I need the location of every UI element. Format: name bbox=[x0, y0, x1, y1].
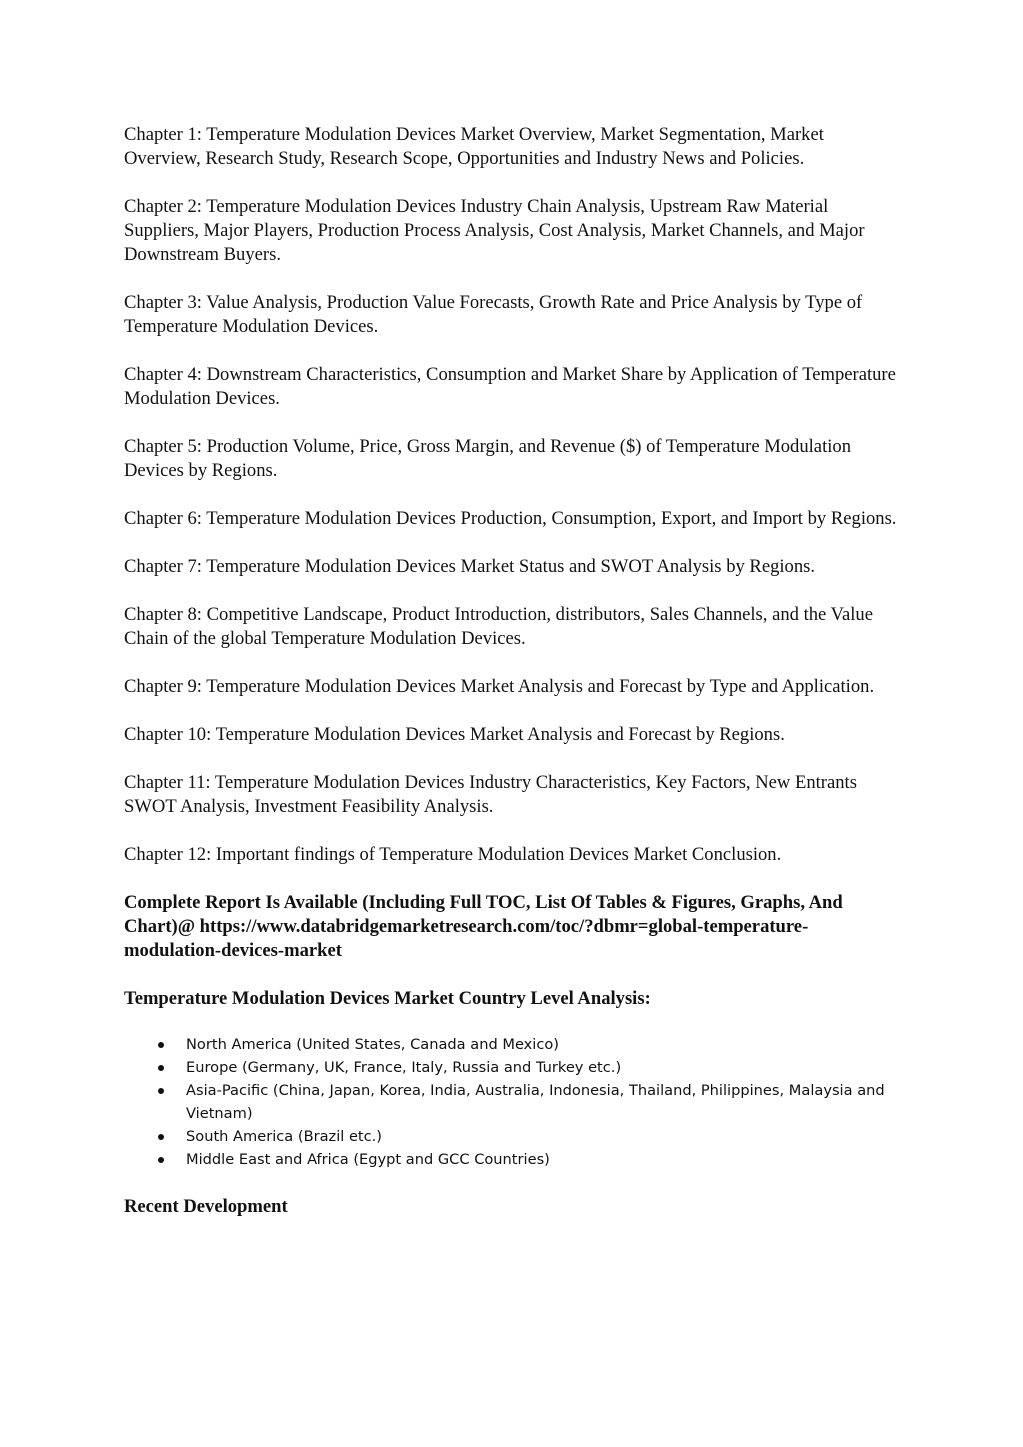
list-item bbox=[124, 1033, 904, 1056]
bullet-icon bbox=[158, 1157, 164, 1163]
chapter-7: Chapter 7: Temperature Modulation Devices Market Status and SWOT Analysis by Regions. bbox=[124, 556, 816, 577]
region-label: South America (Brazil etc.) bbox=[186, 1128, 383, 1145]
chapter-1: Chapter 1: Temperature Modulation Devices Market Overview, Market Segmentation, Market Overview, Research Study, Research Scope, Opportunities and Industry News and Policies. bbox=[124, 124, 824, 169]
bullet-icon bbox=[158, 1134, 164, 1140]
chapter-5: Chapter 5: Production Volume, Price, Gross Margin, and Revenue ($) of Temperature Modulation Devices by Regions. bbox=[124, 436, 851, 481]
chapter-11: Chapter 11: Temperature Modulation Devices Industry Characteristics, Key Factors, New Entrants SWOT Analysis, Investment Feasibility Analysis. bbox=[124, 772, 857, 817]
chapter-6: Chapter 6: Temperature Modulation Devices Production, Consumption, Export, and Import by Regions. bbox=[124, 508, 897, 529]
bullet-icon bbox=[158, 1065, 164, 1071]
list-item bbox=[124, 1079, 904, 1125]
chapter-2: Chapter 2: Temperature Modulation Devices Industry Chain Analysis, Upstream Raw Material Suppliers, Major Players, Production Process Analysis, Cost Analysis, Market Channels, and Major Downstream Buyers. bbox=[124, 196, 865, 265]
chapter-3: Chapter 3: Value Analysis, Production Value Forecasts, Growth Rate and Price Analysis by Type of Temperature Modulation Devices. bbox=[124, 292, 863, 337]
region-list bbox=[124, 1033, 904, 1171]
list-item bbox=[124, 1148, 904, 1171]
bullet-icon bbox=[158, 1088, 164, 1094]
country-level-heading: Temperature Modulation Devices Market Country Level Analysis: bbox=[124, 988, 651, 1009]
report-note-prefix: Complete Report Is Available (Including Full TOC, List Of Tables & Figures, Graphs, And Chart)@ bbox=[124, 892, 843, 937]
chapter-9: Chapter 9: Temperature Modulation Devices Market Analysis and Forecast by Type and Application. bbox=[124, 676, 875, 697]
list-item bbox=[124, 1056, 904, 1079]
report-url-link[interactable]: https://www.databridgemarketresearch.com/toc/?dbmr=global-temperature-modulation-devices-market bbox=[124, 916, 809, 961]
chapter-4: Chapter 4: Downstream Characteristics, Consumption and Market Share by Application of Temperature Modulation Devices. bbox=[124, 364, 896, 409]
region-label: North America (United States, Canada and Mexico) bbox=[186, 1036, 560, 1053]
region-label: Europe (Germany, UK, France, Italy, Russia and Turkey etc.) bbox=[186, 1059, 622, 1076]
region-label: Asia-Pacific (China, Japan, Korea, India, Australia, Indonesia, Thailand, Philippines, Malaysia and Vietnam) bbox=[186, 1082, 885, 1122]
bullet-icon bbox=[158, 1042, 164, 1048]
chapter-12: Chapter 12: Important findings of Temperature Modulation Devices Market Conclusion. bbox=[124, 844, 782, 865]
report-availability-note bbox=[124, 891, 904, 963]
chapter-10: Chapter 10: Temperature Modulation Devices Market Analysis and Forecast by Regions. bbox=[124, 724, 785, 745]
list-item bbox=[124, 1125, 904, 1148]
document-page bbox=[124, 123, 904, 1238]
recent-development-heading: Recent Development bbox=[124, 1196, 288, 1217]
region-label: Middle East and Africa (Egypt and GCC Countries) bbox=[186, 1151, 550, 1168]
chapter-8: Chapter 8: Competitive Landscape, Product Introduction, distributors, Sales Channels, and the Value Chain of the global Temperature Modulation Devices. bbox=[124, 604, 873, 649]
